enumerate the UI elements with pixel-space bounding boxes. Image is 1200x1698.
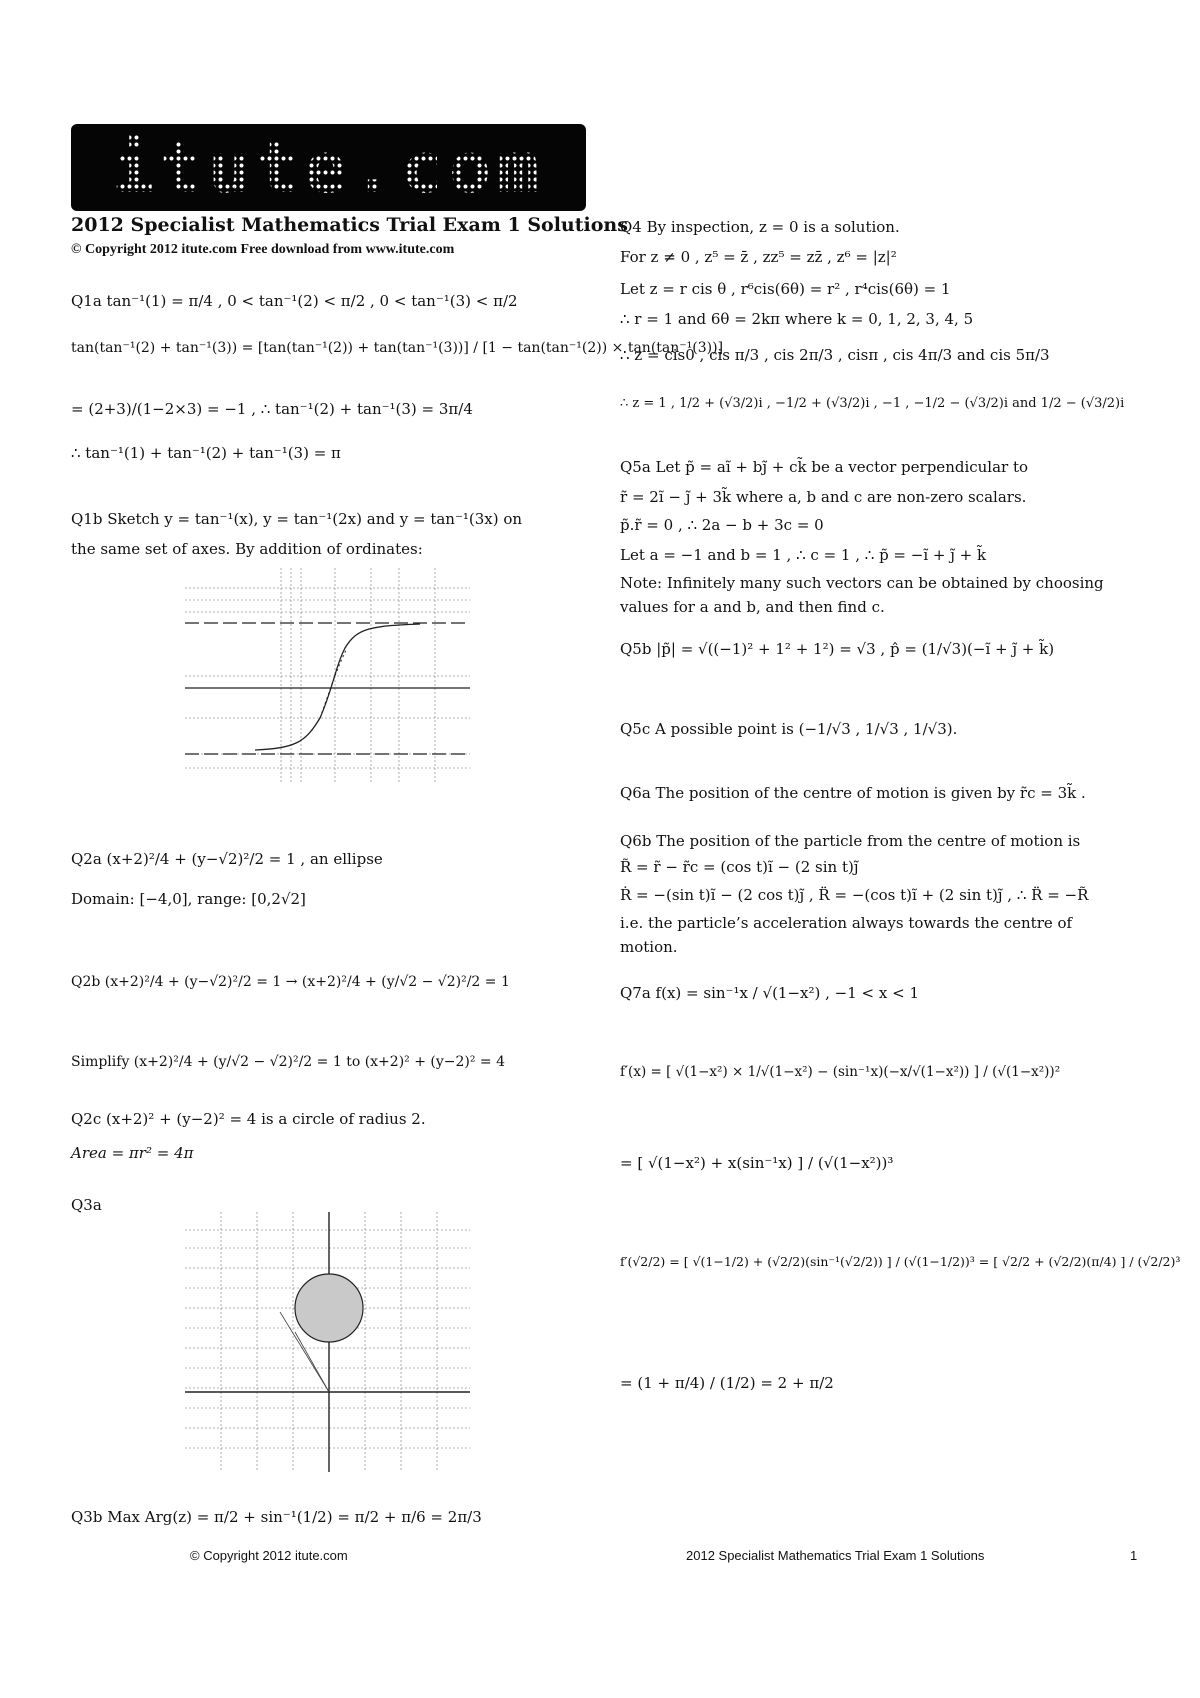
q5a-line-1: Q5a Let p̃ = aĩ + bj̃ + ck̃ be a vector perpendicular to — [620, 458, 1029, 476]
q5a-line-4: Let a = −1 and b = 1 , ∴ c = 1 , ∴ p̃ = −ĩ + j̃ + k̃ — [620, 546, 987, 564]
itute-logo — [71, 124, 586, 211]
q7a-line-2: f′(x) = [ √(1−x²) × 1/√(1−x²) − (sin⁻¹x)(−x/√(1−x²)) ] / (√(1−x²))² — [620, 1064, 1061, 1080]
copyright-line: © Copyright 2012 itute.com Free download from www.itute.com — [71, 242, 455, 257]
q3a-label: Q3a — [71, 1196, 102, 1214]
q5a-line-3: p̃.r̃ = 0 , ∴ 2a − b + 3c = 0 — [620, 516, 824, 534]
q4-line-1: Q4 By inspection, z = 0 is a solution. — [620, 218, 900, 236]
q3a-argand-diagram — [185, 1212, 475, 1472]
document-title: 2012 Specialist Mathematics Trial Exam 1 Solutions — [71, 214, 628, 236]
q1b-line-1: Q1b Sketch y = tan⁻¹(x), y = tan⁻¹(2x) and y = tan⁻¹(3x) on — [71, 510, 523, 528]
q2b-line: Q2b (x+2)²/4 + (y−√2)²/2 = 1 → (x+2)²/4 + (y/√2 − √2)²/2 = 1 — [71, 974, 510, 990]
q4-line-5: ∴ z = cis0 , cis π/3 , cis 2π/3 , cisπ , cis 4π/3 and cis 5π/3 — [620, 346, 1050, 364]
q4-line-3: Let z = r cis θ , r⁶cis(6θ) = r² , r⁴cis(6θ) = 1 — [620, 280, 951, 298]
q4-line-4: ∴ r = 1 and 6θ = 2kπ where k = 0, 1, 2, 3, 4, 5 — [620, 310, 974, 328]
shaded-circle — [295, 1274, 363, 1342]
q1a-line-2: tan(tan⁻¹(2) + tan⁻¹(3)) = [tan(tan⁻¹(2)) + tan(tan⁻¹(3))] / [1 − tan(tan⁻¹(2)) × tan(tan⁻¹(3))] — [71, 340, 724, 356]
q6b-line-3: Ṙ = −(sin t)ĩ − (2 cos t)j̃ , R̈ = −(cos t)ĩ + (2 sin t)j̃ , ∴ R̈ = −R̃ — [620, 886, 1089, 904]
q1b-graph — [185, 568, 475, 788]
sum-curve — [255, 624, 420, 750]
footer-copyright: © Copyright 2012 itute.com — [190, 1548, 348, 1563]
simplify-line: Simplify (x+2)²/4 + (y/√2 − √2)²/2 = 1 to (x+2)² + (y−2)² = 4 — [71, 1054, 506, 1070]
q5c-line: Q5c A possible point is (−1/√3 , 1/√3 , 1/√3). — [620, 720, 958, 738]
q4-line-6: ∴ z = 1 , 1/2 + (√3/2)i , −1/2 + (√3/2)i , −1 , −1/2 − (√3/2)i and 1/2 − (√3/2)i — [620, 396, 1125, 411]
q1a-line-4: ∴ tan⁻¹(1) + tan⁻¹(2) + tan⁻¹(3) = π — [71, 444, 341, 462]
q1a-line-1: Q1a tan⁻¹(1) = π/4 , 0 < tan⁻¹(2) < π/2 , 0 < tan⁻¹(3) < π/2 — [71, 292, 518, 310]
q5b-line: Q5b |p̃| = √((−1)² + 1² + 1²) = √3 , p̂ = (1/√3)(−ĩ + j̃ + k̃) — [620, 640, 1055, 658]
q6b-line-5: motion. — [620, 938, 678, 956]
logo-text: itute.com — [111, 126, 546, 209]
q2c-line-1: Q2c (x+2)² + (y−2)² = 4 is a circle of radius 2. — [71, 1110, 426, 1128]
q1b-line-2: the same set of axes. By addition of ordinates: — [71, 540, 423, 558]
q6b-line-1: Q6b The position of the particle from the centre of motion is — [620, 832, 1081, 850]
q6b-line-4: i.e. the particle’s acceleration always towards the centre of — [620, 914, 1073, 932]
q7a-line-1: Q7a f(x) = sin⁻¹x / √(1−x²) , −1 < x < 1 — [620, 984, 919, 1002]
q6b-line-2: R̃ = r̃ − r̃c = (cos t)ĩ − (2 sin t)j̃ — [620, 858, 859, 876]
q6a-line: Q6a The position of the centre of motion is given by r̃c = 3k̃ . — [620, 784, 1086, 802]
footer-title: 2012 Specialist Mathematics Trial Exam 1 Solutions — [686, 1548, 985, 1563]
q2c-line-2: Area = πr² = 4π — [71, 1144, 194, 1162]
q5a-line-5: Note: Infinitely many such vectors can be obtained by choosing — [620, 574, 1104, 592]
q5a-line-2: r̃ = 2ĩ − j̃ + 3k̃ where a, b and c are non-zero scalars. — [620, 488, 1027, 506]
q1a-line-3: = (2+3)/(1−2×3) = −1 , ∴ tan⁻¹(2) + tan⁻¹(3) = 3π/4 — [71, 400, 473, 418]
q2a-line-1: Q2a (x+2)²/4 + (y−√2)²/2 = 1 , an ellipse — [71, 850, 383, 868]
q3b-line: Q3b Max Arg(z) = π/2 + sin⁻¹(1/2) = π/2 + π/6 = 2π/3 — [71, 1508, 482, 1526]
page-number: 1 — [1130, 1548, 1138, 1563]
q2a-line-2: Domain: [−4,0], range: [0,2√2] — [71, 890, 306, 908]
q5a-line-6: values for a and b, and then find c. — [620, 598, 885, 616]
q7a-line-4: f′(√2/2) = [ √(1−1/2) + (√2/2)(sin⁻¹(√2/2)) ] / (√(1−1/2))³ = [ √2/2 + (√2/2)(π/4) ] / (√2/2)³ — [620, 1254, 1181, 1269]
q7a-line-5: = (1 + π/4) / (1/2) = 2 + π/2 — [620, 1374, 834, 1392]
q7a-line-3: = [ √(1−x²) + x(sin⁻¹x) ] / (√(1−x²))³ — [620, 1154, 894, 1172]
q4-line-2: For z ≠ 0 , z⁵ = z̄ , zz⁵ = zz̄ , z⁶ = |z|² — [620, 248, 897, 266]
